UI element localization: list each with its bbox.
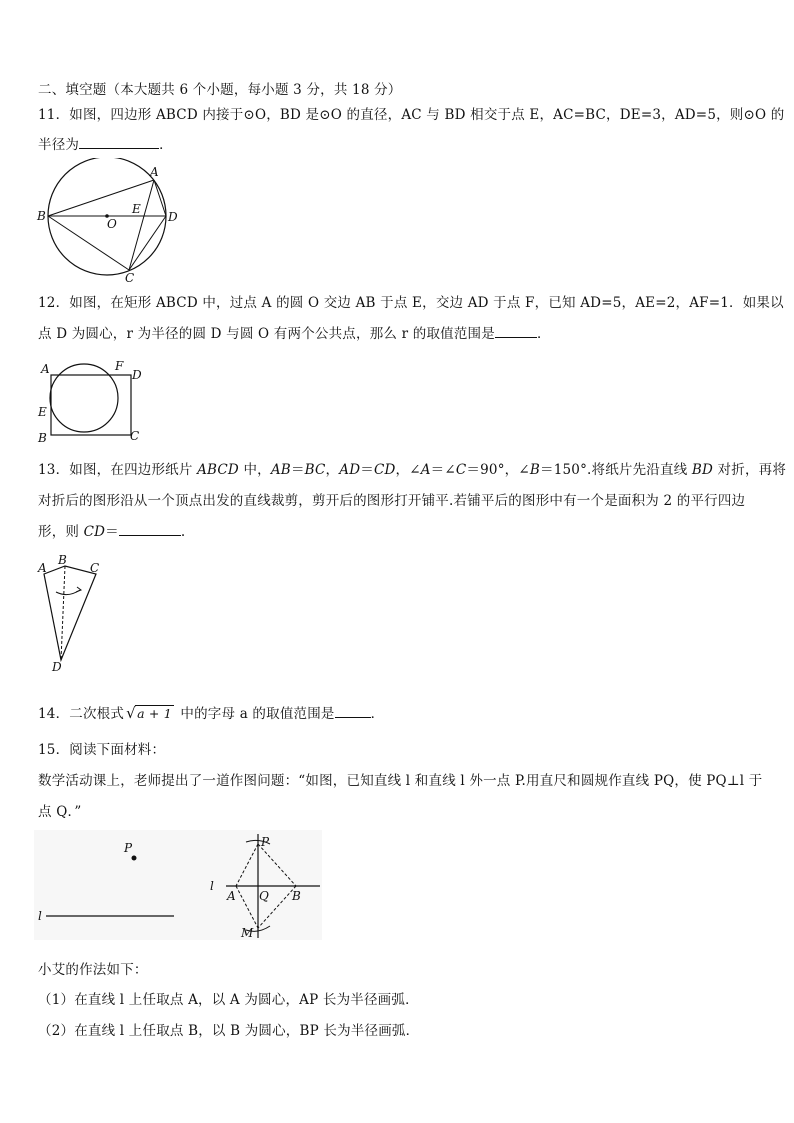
q11-suffix: ． (159, 137, 173, 153)
q13-t10: 对折，再将 (713, 462, 787, 478)
q11-figure (34, 158, 184, 286)
q15-label-m: M (241, 926, 254, 940)
q12-text-line1: 12．如图，在矩形 ABCD 中，过点 A 的圆 O 交边 AB 于点 E，交边 AD 于点 F，已知 AD=5，AE=2，AF=1．如果以 (38, 295, 784, 311)
q14-radical (126, 706, 174, 722)
q12-prefix: 点 D 为圆心，r 为半径的圆 D 与圆 O 有两个公共点，那么 r 的取值范围是 (38, 326, 495, 342)
q15-label-p-left: P (124, 841, 133, 855)
q13-var-ab: AB (270, 462, 291, 478)
q11-label-a: A (150, 165, 159, 179)
q14-answer-blank[interactable] (335, 705, 371, 718)
q14-prefix: 14．二次根式 (38, 706, 125, 722)
q13-var-cd: CD (373, 462, 396, 478)
q13-text-line3 (38, 520, 185, 540)
q13-label-c: C (90, 561, 100, 575)
q13-var-bd: BD (691, 462, 714, 478)
q13-quadrilateral (44, 566, 96, 660)
q13-line3-suffix: . (180, 524, 186, 540)
q14-text-line (38, 702, 384, 722)
q15-label-a: A (227, 889, 236, 903)
q13-answer-blank[interactable] (119, 523, 181, 536)
q15-method-title: 小艾的作法如下： (38, 962, 148, 978)
q12-label-f: F (115, 359, 124, 373)
q13-label-d: D (52, 660, 62, 674)
q13-t7: ＝∠ (430, 462, 456, 478)
q13-var-abcd: ABCD (197, 462, 239, 478)
q13-line3-var: CD (83, 524, 106, 540)
q13-t9: ＝150°.将纸片先沿直线 (540, 462, 692, 478)
q11-segment-bc (48, 216, 129, 270)
q12-label-d: D (132, 368, 142, 382)
q12-label-e: E (38, 405, 47, 419)
q12-figure (34, 358, 154, 448)
q12-answer-blank[interactable] (495, 325, 537, 338)
q13-line3-eq: ＝ (105, 524, 119, 540)
q11-label-d: D (168, 210, 178, 224)
q12-label-c: C (130, 429, 140, 443)
q13-figure (34, 552, 114, 680)
q12-circle-o (50, 364, 118, 432)
q13-var-bc: BC (304, 462, 326, 478)
q13-text-line2: 对折后的图形沿从一个顶点出发的直线裁剪，剪开后的图形打开铺平.若铺平后的图形中有一个是面积为 2 的平行四边 (38, 493, 746, 509)
q13-t3: ＝ (290, 462, 305, 478)
q13-fold-line-bd (61, 566, 65, 660)
q11-prefix: 半径为 (38, 137, 80, 153)
q11-label-b: B (37, 209, 46, 223)
q11-text-line2 (38, 133, 173, 153)
q12-rectangle-abcd (51, 375, 131, 435)
q15-text-line1: 数学活动课上，老师提出了一道作图问题：“如图，已知直线 l 和直线 l 外一点 P.用直尺和圆规作直线 PQ，使 PQ⊥l 于 (38, 773, 763, 789)
q11-segment-ad (154, 180, 166, 216)
q15-title: 15．阅读下面材料： (38, 742, 166, 758)
q13-var-a: A (420, 462, 431, 478)
q12-suffix: ． (536, 326, 551, 342)
q13-t4: ， (325, 462, 340, 478)
q15-label-q: Q (259, 889, 269, 903)
q12-label-b: B (38, 431, 47, 445)
q11-label-e: E (132, 202, 141, 216)
q13-var-b: B (529, 462, 540, 478)
q14-radicand: a + 1 (137, 706, 172, 721)
q15-label-l-right: l (210, 879, 214, 893)
q12-text-line2 (38, 322, 551, 342)
q15-label-p-right: P (261, 835, 270, 849)
q15-label-l-left: l (38, 909, 42, 923)
q13-label-a: A (38, 561, 47, 575)
q15-point-p-left (132, 856, 137, 861)
q15-label-b: B (292, 889, 301, 903)
q13-t1: 13．如图，在四边形纸片 (38, 462, 198, 478)
q13-t6: ，∠ (395, 462, 421, 478)
q15-text-line2: 点 Q．” (38, 804, 82, 820)
q11-label-o: O (107, 217, 117, 231)
q15-figure-background (34, 830, 322, 940)
q11-answer-blank[interactable] (79, 136, 159, 149)
q15-figure (34, 830, 324, 942)
q11-text-line1: 11．如图，四边形 ABCD 内接于⊙O，BD 是⊙O 的直径，AC 与 BD 相交于点 E，AC=BC，DE=3，AD=5，则⊙O 的 (38, 107, 785, 123)
q15-step2: （2）在直线 l 上任取点 B，以 B 为圆心，BP 长为半径画弧． (38, 1023, 420, 1039)
q13-label-b: B (58, 553, 67, 567)
q13-arrow-head-icon (76, 587, 81, 592)
q13-var-ad: AD (339, 462, 361, 478)
q13-line3-prefix: 形，则 (38, 524, 84, 540)
q14-end: ． (370, 706, 385, 722)
q12-label-a: A (41, 362, 50, 376)
q15-step1: （1）在直线 l 上任取点 A，以 A 为圆心，AP 长为半径画弧． (38, 992, 419, 1008)
section-header: 二、填空题（本大题共 6 个小题，每小题 3 分，共 18 分） (38, 82, 402, 98)
q13-text-line1 (38, 458, 786, 478)
q13-var-c: C (455, 462, 467, 478)
q11-segment-dc (129, 216, 166, 270)
sqrt-icon: √ (126, 704, 136, 722)
q14-suffix: 中的字母 a 的取值范围是 (180, 706, 335, 722)
q13-t2: 中， (238, 462, 271, 478)
q11-label-c: C (125, 271, 135, 285)
q13-t8: ＝90°，∠ (466, 462, 530, 478)
q13-t5: ＝ (360, 462, 374, 478)
